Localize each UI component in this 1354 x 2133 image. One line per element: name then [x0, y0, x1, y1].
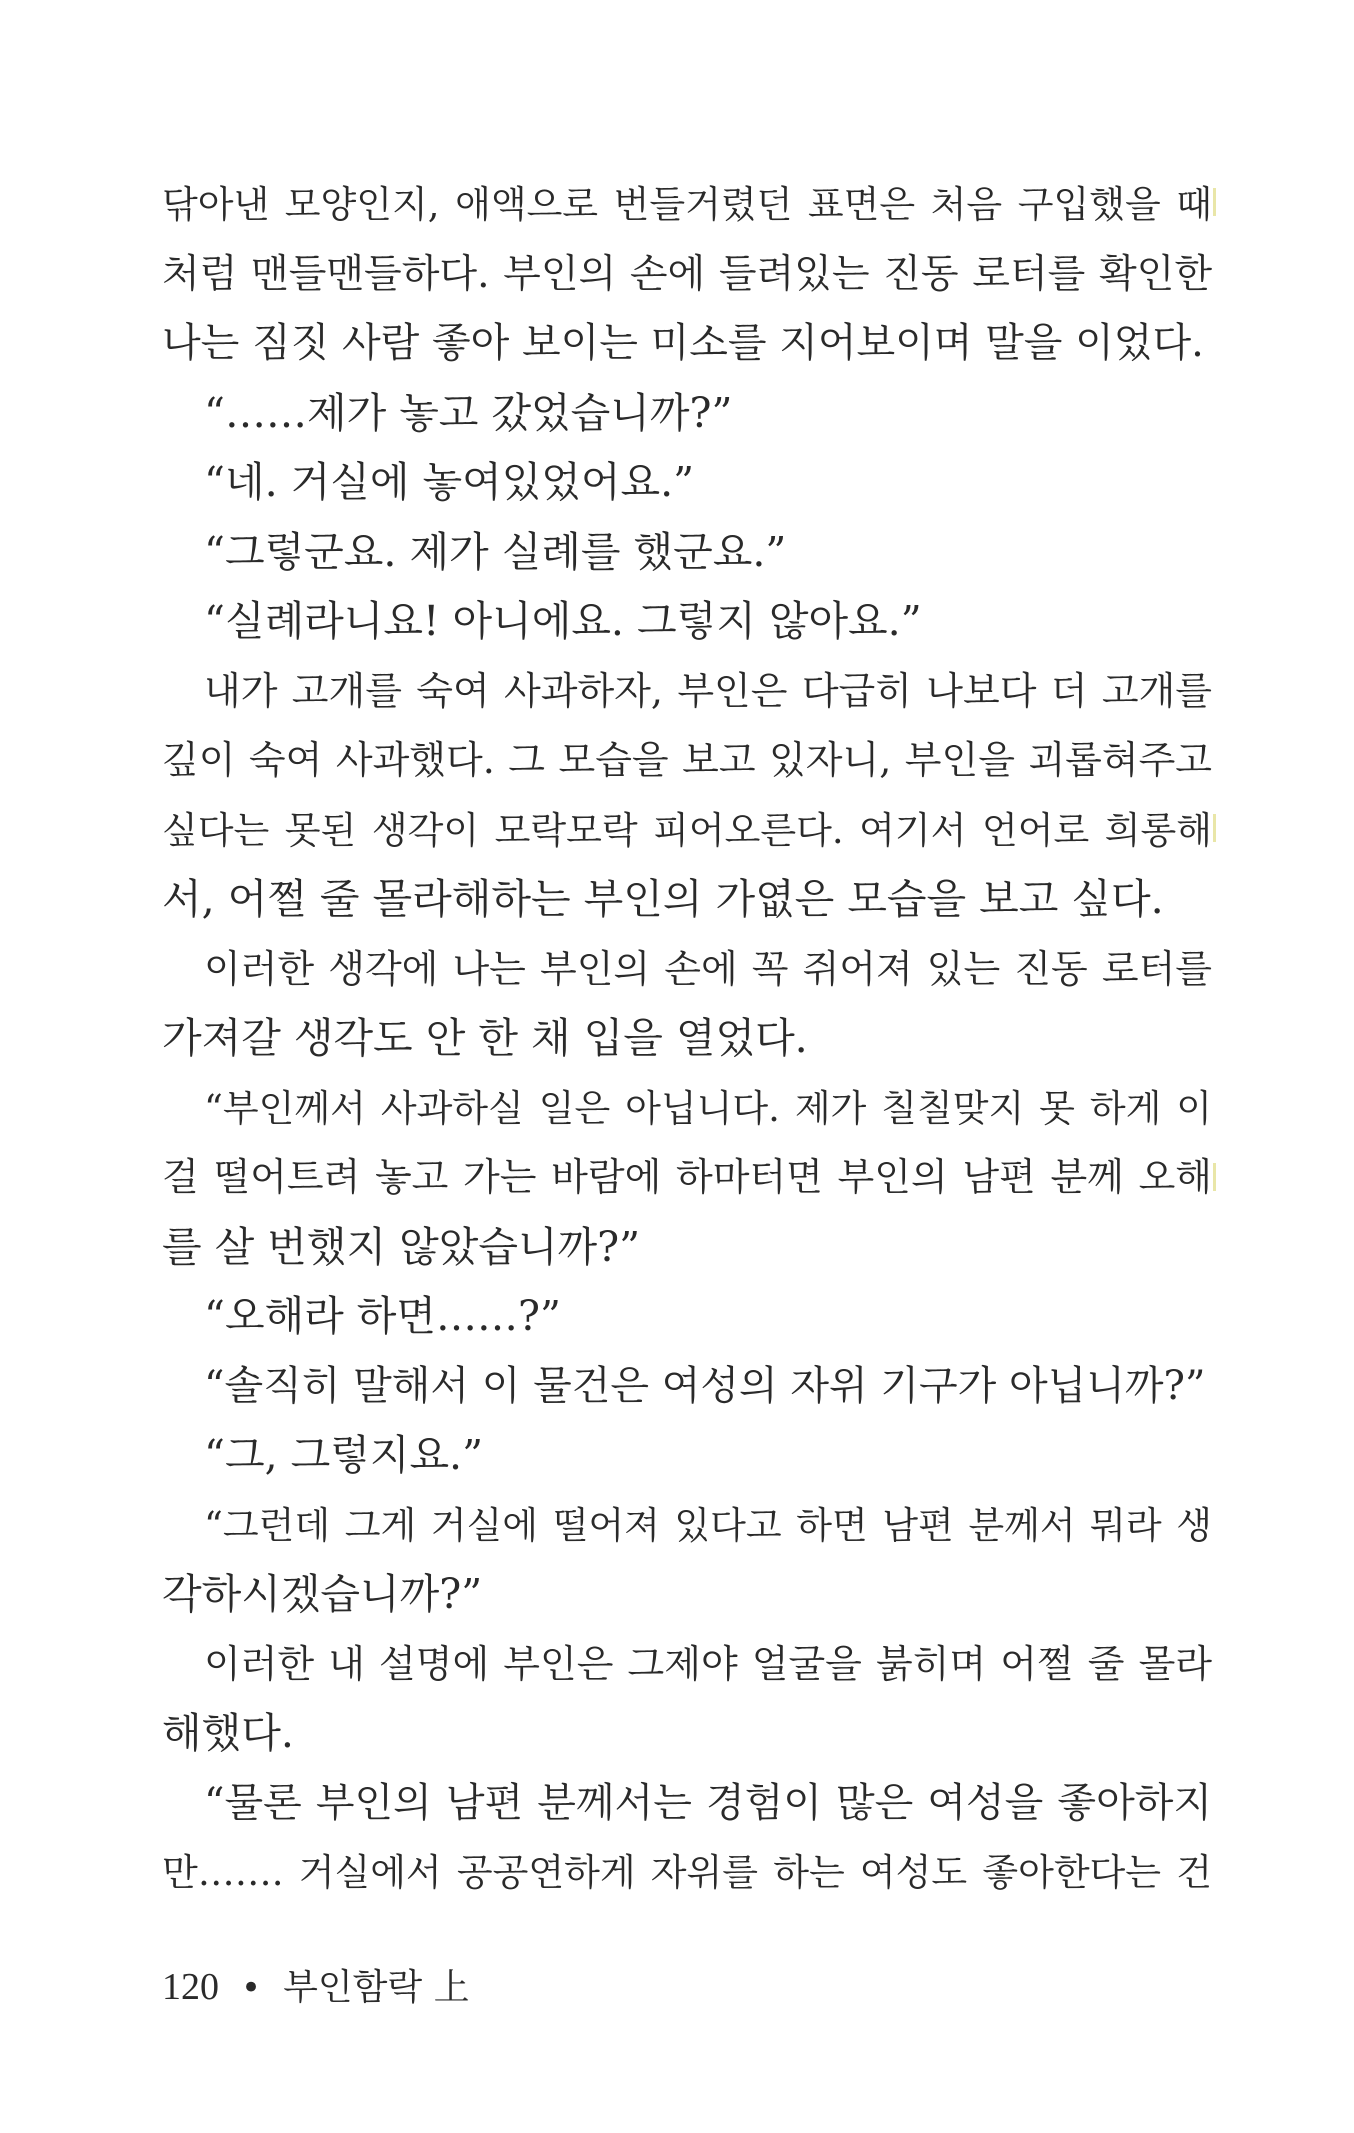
text-line: 나는 짐짓 사람 좋아 보이는 미소를 지어보이며 말을 이었다.	[162, 320, 1204, 366]
text-line: 각하시겠습니까?”	[162, 1570, 483, 1618]
text-line: 가져갈 생각도 안 한 채 입을 열었다.	[162, 1014, 808, 1062]
highlight-mark	[1213, 188, 1216, 216]
text-line: 깊이 숙여 사과했다. 그 모습을 보고 있자니, 부인을 괴롭혀주고	[162, 738, 1212, 782]
text-line: 싶다는 못된 생각이 모락모락 피어오른다. 여기서 언어로 희롱해	[162, 808, 1212, 852]
page-number: 120	[162, 1966, 219, 2008]
page-footer	[162, 1962, 470, 2013]
text-line: 닦아낸 모양인지, 애액으로 번들거렸던 표면은 처음 구입했을 때	[162, 183, 1212, 226]
text-line: 이러한 생각에 나는 부인의 손에 꼭 쥐어져 있는 진동 로터를	[204, 946, 1212, 991]
text-line: 이러한 내 설명에 부인은 그제야 얼굴을 붉히며 어쩔 줄 몰라	[204, 1641, 1212, 1686]
text-line: “오해라 하면……?”	[204, 1292, 561, 1340]
text-line: “네. 거실에 놓여있었어요.”	[204, 458, 695, 506]
text-line: “그, 그렇지요.”	[204, 1431, 484, 1479]
text-line: “실례라니요! 아니에요. 그렇지 않아요.”	[204, 597, 922, 645]
text-line: 처럼 맨들맨들하다. 부인의 손에 들려있는 진동 로터를 확인한	[162, 251, 1212, 297]
body-text	[162, 170, 1212, 1908]
text-line: “그런데 그게 거실에 떨어져 있다고 하면 남편 분께서 뭐라 생	[204, 1503, 1212, 1547]
text-line: 내가 고개를 숙여 사과하자, 부인은 다급히 나보다 더 고개를	[204, 668, 1212, 713]
highlight-mark	[1213, 814, 1216, 842]
highlight-mark	[1213, 1163, 1216, 1191]
text-line: 해했다.	[162, 1709, 294, 1757]
text-line: 를 살 번했지 않았습니까?”	[162, 1222, 641, 1271]
text-line: 만……. 거실에서 공공연하게 자위를 하는 여성도 좋아한다는 건	[162, 1851, 1212, 1894]
book-title: 부인함락 上	[283, 1967, 470, 2008]
text-line: “……제가 놓고 갔었습니까?”	[204, 388, 733, 437]
text-line: “물론 부인의 남편 분께서는 경험이 많은 여성을 좋아하지	[204, 1779, 1212, 1826]
text-line: “그렇군요. 제가 실례를 했군요.”	[204, 527, 787, 576]
text-line: “솔직히 말해서 이 물건은 여성의 자위 기구가 아닙니까?”	[204, 1362, 1206, 1409]
text-line: 걸 떨어트려 놓고 가는 바람에 하마터면 부인의 남편 분께 오해	[162, 1155, 1212, 1199]
footer-separator: •	[241, 1968, 262, 2008]
text-line: “부인께서 사과하실 일은 아닙니다. 제가 칠칠맞지 못 하게 이	[204, 1086, 1212, 1130]
text-line: 서, 어쩔 줄 몰라해하는 부인의 가엾은 모습을 보고 싶다.	[162, 875, 1164, 923]
